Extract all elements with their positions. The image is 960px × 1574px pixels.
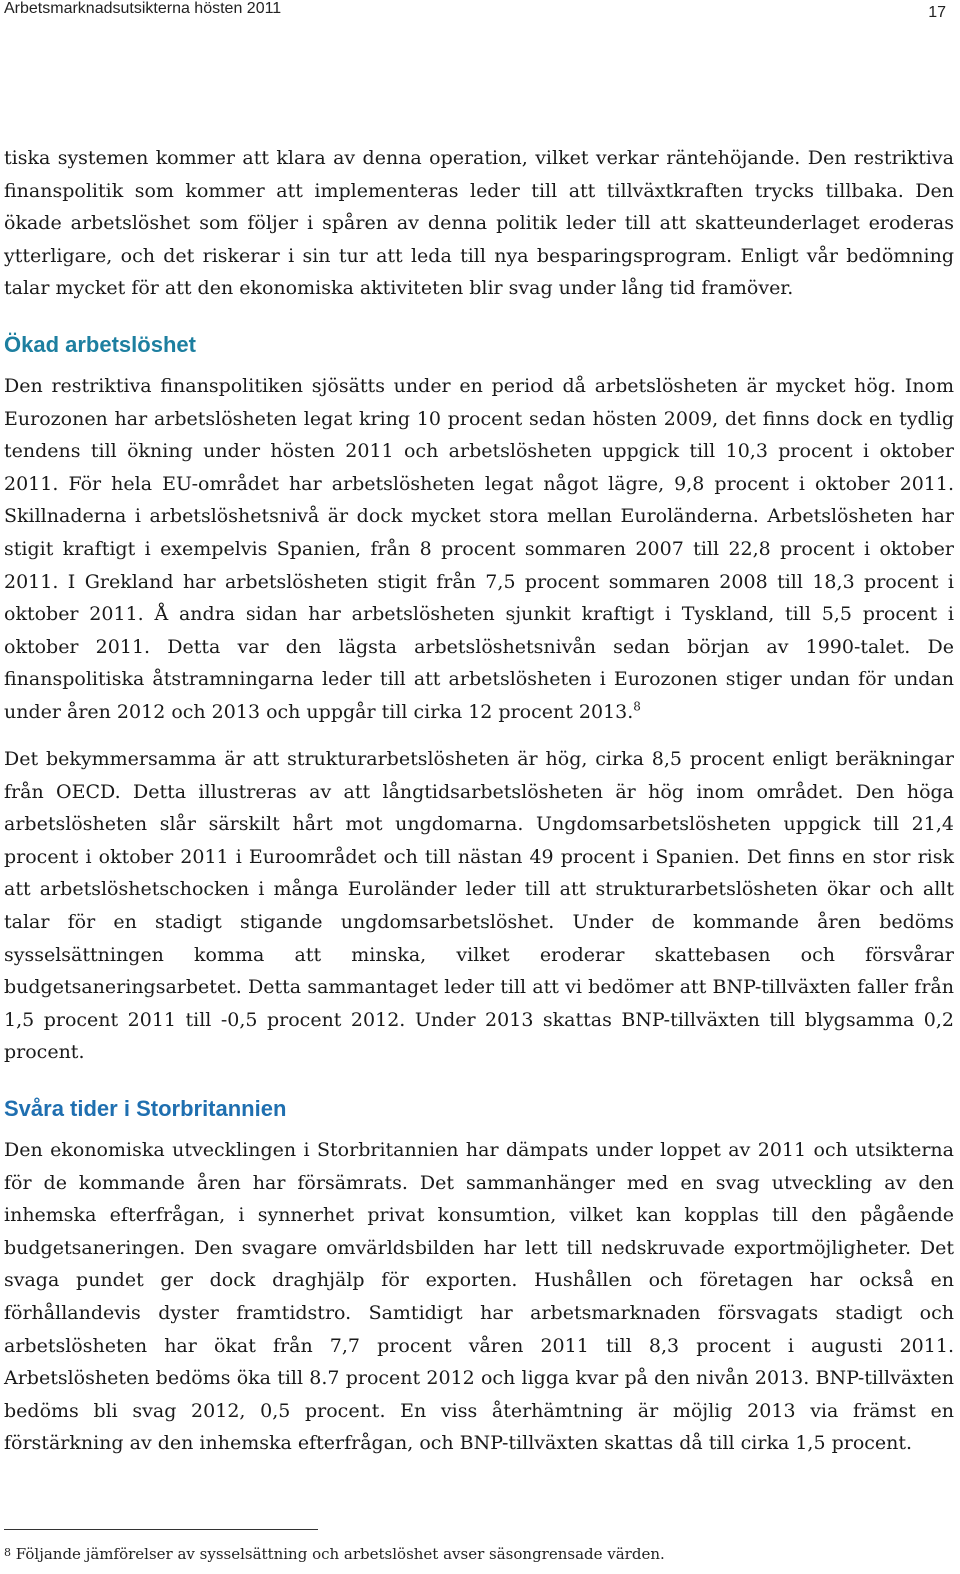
page-number: 17 (928, 4, 946, 21)
paragraph-text: Det bekymmersamma är att strukturarbetslösheten är hög, cirka 8,5 procent enligt beräkningar från OECD. Detta illustreras av att långtidsarbetslösheten är hög inom området. Den höga arbetslösheten slår särskilt hårt mot ungdomarna. Ungdomsarbetslösheten uppgick till 21,4 procent i oktober 2011 i Euroområdet och till nästan 49 procent i Spanien. Det finns en stor risk att arbetslöshetschocken i många Euroländer leder till att strukturarbetslösheten ökar och allt talar för en stadigt stigande ungdomsarbetslöshet. Under de kommande åren bedöms sysselsättningen komma att minska, vilket eroderar skattebasen och försvårar budgetsaneringsarbetet. Detta sammantaget leder till att vi bedömer att BNP-tillväxten faller från 1,5 procent 2011 till -0,5 procent 2012. Under 2013 skattas BNP-tillväxten till blygsamma 0,2 procent. (4, 748, 954, 1064)
body-paragraph (4, 1134, 954, 1460)
paragraph-text: tiska systemen kommer att klara av denna operation, vilket verkar räntehöjande. Den restriktiva finanspolitik som kommer att implementeras leder till att tillväxtkraften trycks tillbaka. Den ökade arbetslöshet som följer i spåren av denna politik leder till att skatteunderlaget eroderas ytterligare, och det riskerar i sin tur att leda till nya besparingsprogram. Enligt vår bedömning talar mycket för att den ekonomiska aktiviteten blir svag under lång tid framöver. (4, 147, 954, 300)
paragraph-text (4, 370, 954, 729)
footnote-reference[interactable]: 8 (633, 699, 641, 714)
section-heading-uk: Svåra tider i Storbritannien (4, 1096, 287, 1121)
body-paragraph (4, 743, 954, 1069)
footnote (4, 1545, 665, 1563)
body-paragraph (4, 370, 954, 729)
running-header-title: Arbetsmarknadsutsikterna hösten 2011 (4, 0, 282, 17)
body-paragraph (4, 142, 954, 305)
paragraph-text: Den ekonomiska utvecklingen i Storbritannien har dämpats under loppet av 2011 och utsikterna för de kommande åren har försämrats. Det sammanhänger med en svag utveckling av den inhemska efterfrågan, i synnerhet privat konsumtion, vilket kan kopplas till den pågående budgetsaneringen. Den svagare omvärldsbilden har lett till nedskruvade exportmöjligheter. Det svaga pundet ger dock draghjälp för exporten. Hushållen och företagen har också en förhållandevis dyster framtidstro. Samtidigt har arbetsmarknaden försvagats stadigt och arbetslösheten har ökat från 7,7 procent våren 2011 till 8,3 procent i augusti 2011. Arbetslösheten bedöms öka till 8.7 procent 2012 och ligga kvar på den nivån 2013. BNP-tillväxten bedöms bli svag 2012, 0,5 procent. En viss återhämtning är möjlig 2013 via främst en förstärkning av den inhemska efterfrågan, och BNP-tillväxten skattas då till cirka 1,5 procent. (4, 1139, 954, 1455)
paragraph-text-run: Den restriktiva finanspolitiken sjösätts under en period då arbetslösheten är mycket hög. Inom Eurozonen har arbetslösheten legat kring 10 procent sedan hösten 2009, det finns dock en tydlig tendens till ökning under hösten 2011 och arbetslösheten uppgick till 10,3 procent i oktober 2011. För hela EU-området har arbetslösheten legat något lägre, 9,8 procent i oktober 2011. Skillnaderna i arbetslöshetsnivå är dock mycket stora mellan Euroländerna. Arbetslösheten har stigit kraftigt i exempelvis Spanien, från 8 procent sommaren 2007 till 22,8 procent i oktober 2011. I Grekland har arbetslösheten stigit från 7,5 procent sommaren 2008 till 18,3 procent i oktober 2011. Å andra sidan har arbetslösheten sjunkit kraftigt i Tyskland, till 5,5 procent i oktober 2011. Detta var den lägsta arbetslöshetsnivån sedan början av 1990-talet. De finanspolitiska åtstramningarna leder till att arbetslösheten i Eurozonen stiger undan för undan under åren 2012 och 2013 och uppgår till cirka 12 procent 2013. (4, 375, 954, 723)
running-header (4, 0, 950, 26)
footnote-text: Följande jämförelser av sysselsättning och arbetslöshet avser säsongrensade värden. (15, 1545, 665, 1563)
section-heading-unemployment: Ökad arbetslöshet (4, 332, 196, 357)
footnote-number: 8 (4, 1546, 11, 1559)
footnote-divider (4, 1529, 318, 1530)
